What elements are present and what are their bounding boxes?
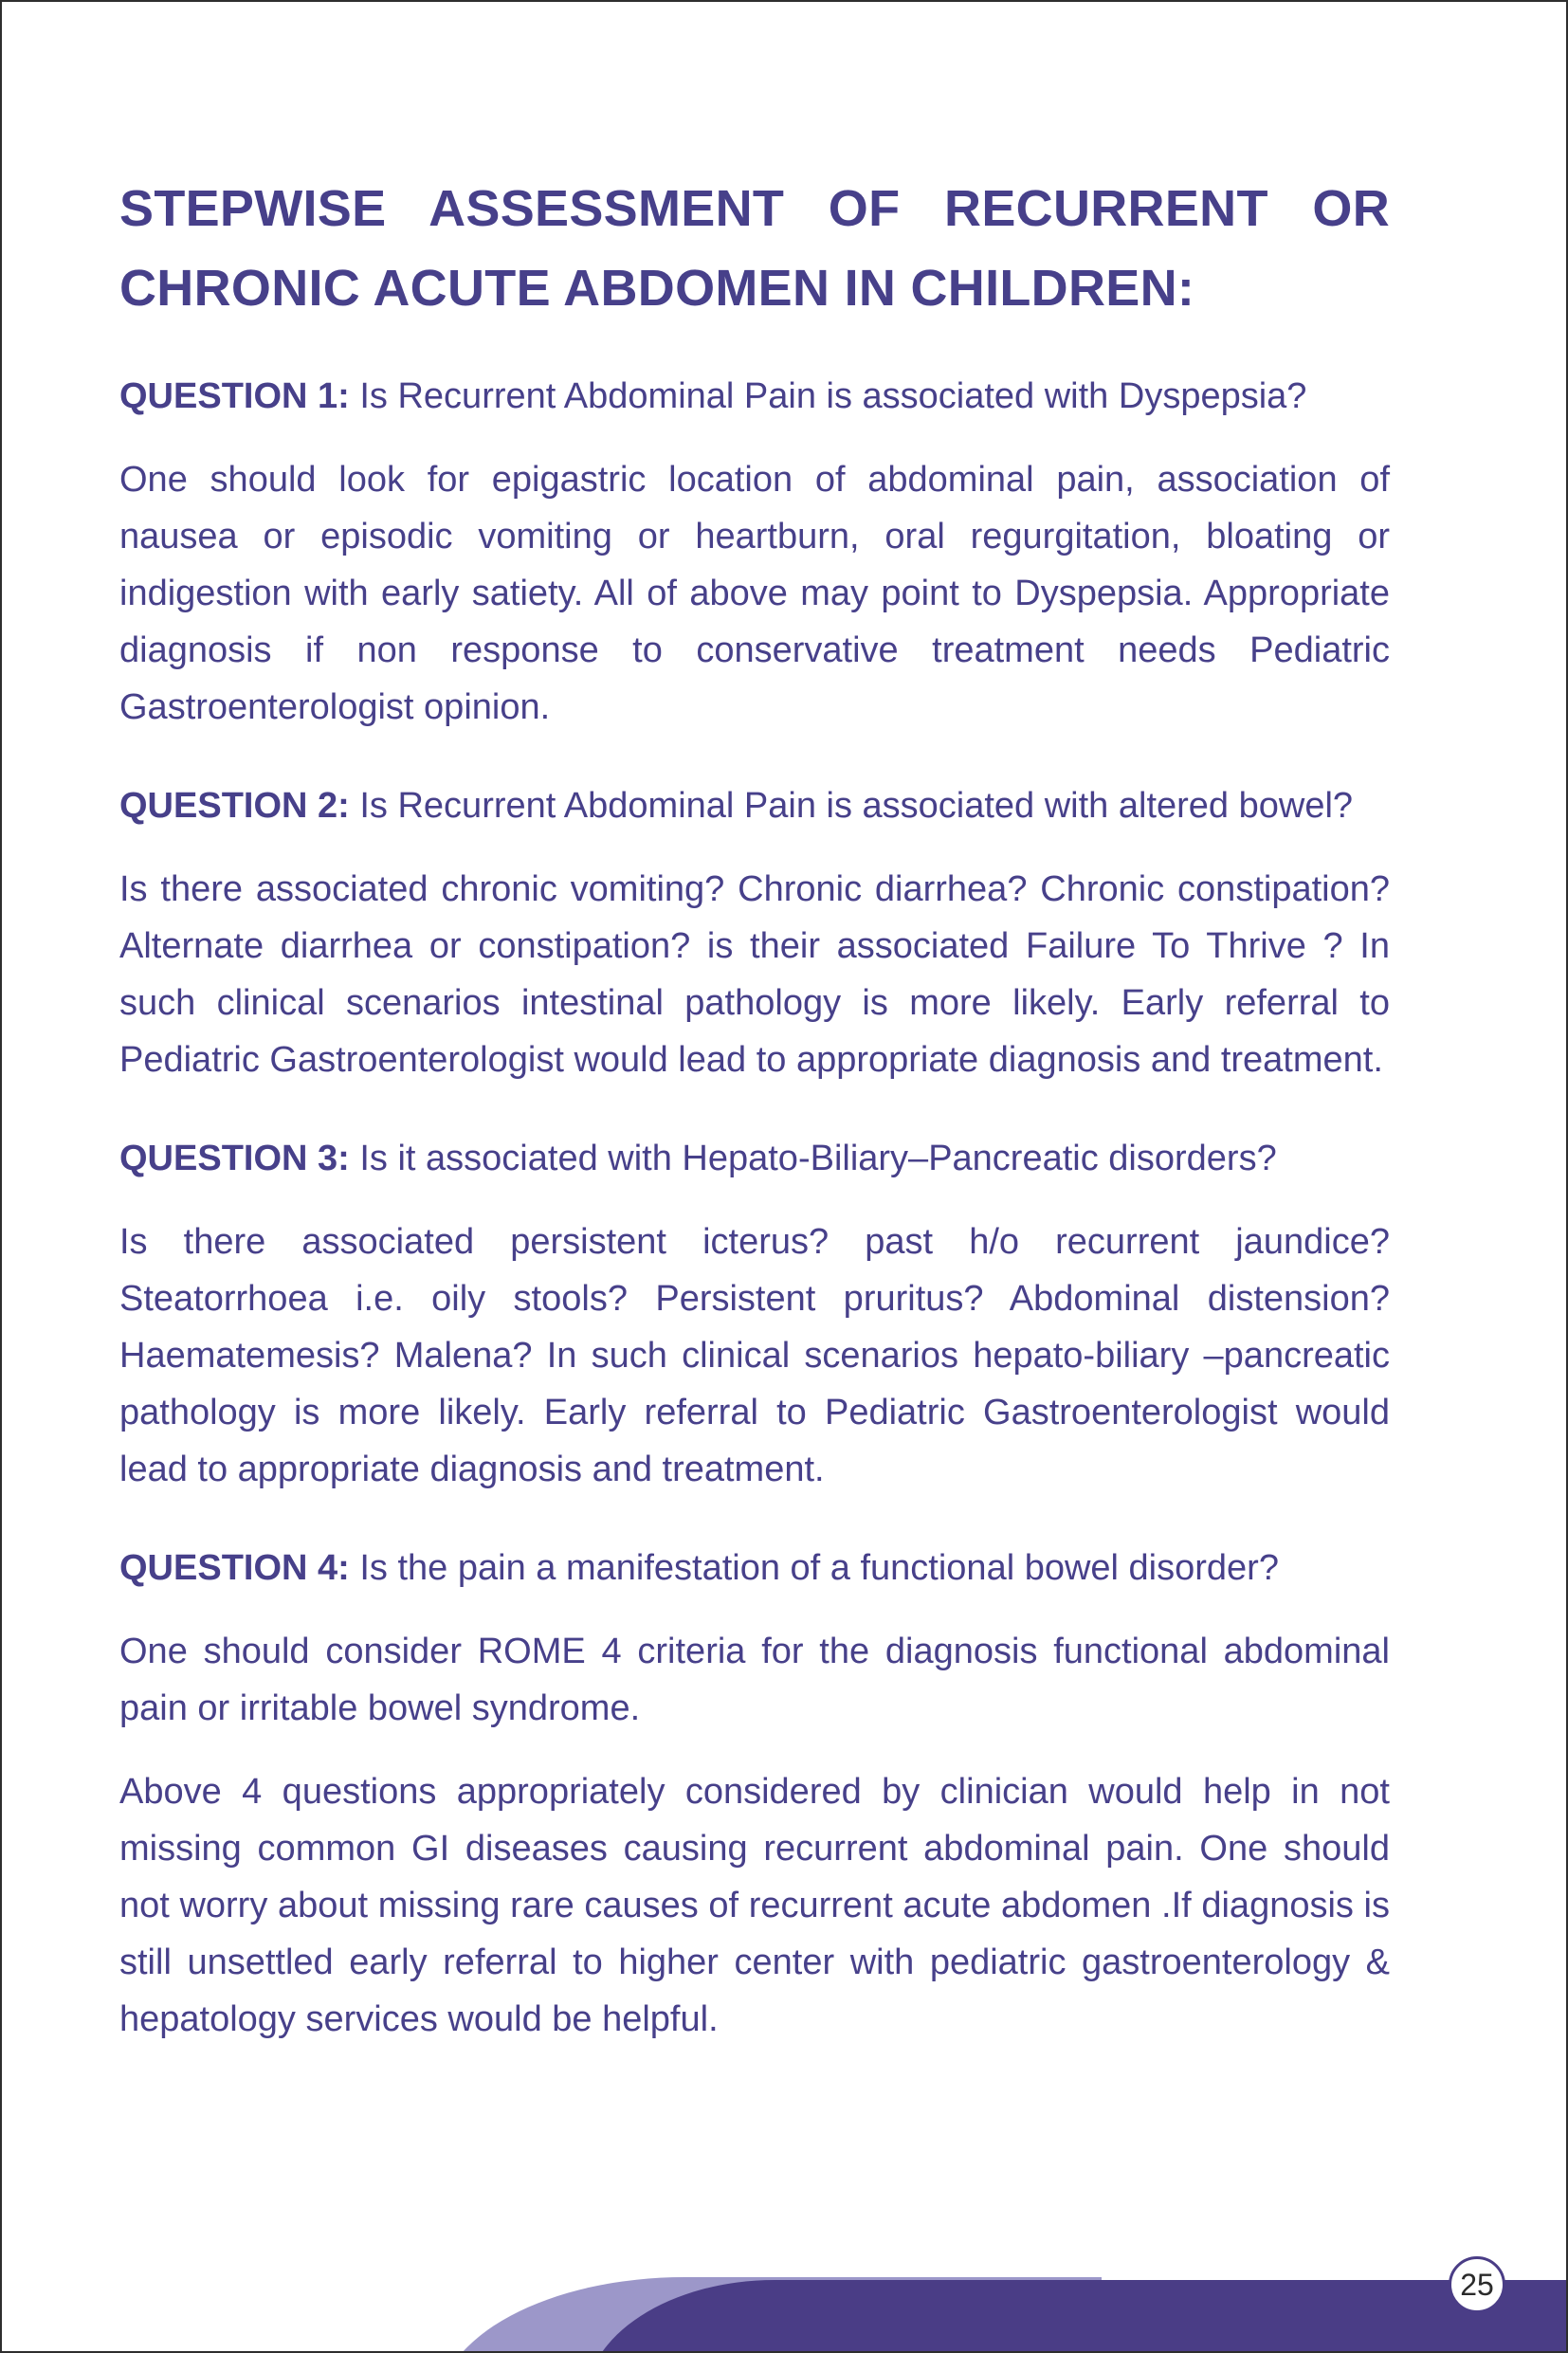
question-1-text: Is Recurrent Abdominal Pain is associated with Dyspepsia? bbox=[349, 376, 1307, 416]
question-1 bbox=[119, 368, 1390, 425]
question-4 bbox=[119, 1540, 1390, 1596]
page-number-badge: 25 bbox=[1449, 2256, 1505, 2313]
question-4-paragraph: One should consider ROME 4 criteria for the diagnosis functional abdominal pain or irritable bowel syndrome. bbox=[119, 1632, 1390, 1728]
page-content bbox=[119, 169, 1390, 2089]
question-1-label: QUESTION 1: bbox=[119, 376, 350, 416]
question-4-label: QUESTION 4: bbox=[119, 1548, 350, 1588]
title-line-1: STEPWISE ASSESSMENT OF RECURRENT OR bbox=[119, 180, 1390, 237]
footer-wave-dark bbox=[585, 2280, 1568, 2353]
question-4-text: Is the pain a manifestation of a functional bowel disorder? bbox=[349, 1548, 1279, 1588]
page-title bbox=[119, 169, 1390, 328]
question-3 bbox=[119, 1130, 1390, 1187]
question-1-paragraph: One should look for epigastric location of abdominal pain, association of nausea or episodic vomiting or heartburn, oral regurgitation, bloating or indigestion with early satiety. All of above may point to Dyspepsia. Appropriate diagnosis if non response to conservative treatment needs Pediatric Gastroenterologist opinion. bbox=[119, 460, 1390, 727]
question-3-label: QUESTION 3: bbox=[119, 1139, 350, 1178]
question-3-paragraph: Is there associated persistent icterus? past h/o recurrent jaundice? Steatorrhoea i.e. oily stools? Persistent pruritus? Abdominal distension? Haematemesis? Malena? In such clinical scenarios hepato-biliary –pancreatic pathology is more likely. Early referral to Pediatric Gastroenterologist would lead to appropriate diagnosis and treatment. bbox=[119, 1222, 1390, 1489]
question-2-label: QUESTION 2: bbox=[119, 786, 350, 826]
question-2-text: Is Recurrent Abdominal Pain is associated with altered bowel? bbox=[349, 786, 1354, 826]
question-2 bbox=[119, 777, 1390, 834]
conclusion-paragraph: Above 4 questions appropriately considered by clinician would help in not missing common GI diseases causing recurrent abdominal pain. One should not worry about missing rare causes of recurrent acute abdomen .If diagnosis is still unsettled early referral to higher center with pediatric gastroenterology & hepatology services would be helpful. bbox=[119, 1772, 1390, 2039]
question-2-paragraph: Is there associated chronic vomiting? Chronic diarrhea? Chronic constipation? Alternate diarrhea or constipation? is their associated Failure To Thrive ? In such clinical scenarios intestinal pathology is more likely. Early referral to Pediatric Gastroenterologist would lead to appropriate diagnosis and treatment. bbox=[119, 869, 1390, 1080]
title-line-2: CHRONIC ACUTE ABDOMEN IN CHILDREN: bbox=[119, 260, 1195, 317]
question-3-text: Is it associated with Hepato-Biliary–Pancreatic disorders? bbox=[349, 1139, 1277, 1178]
